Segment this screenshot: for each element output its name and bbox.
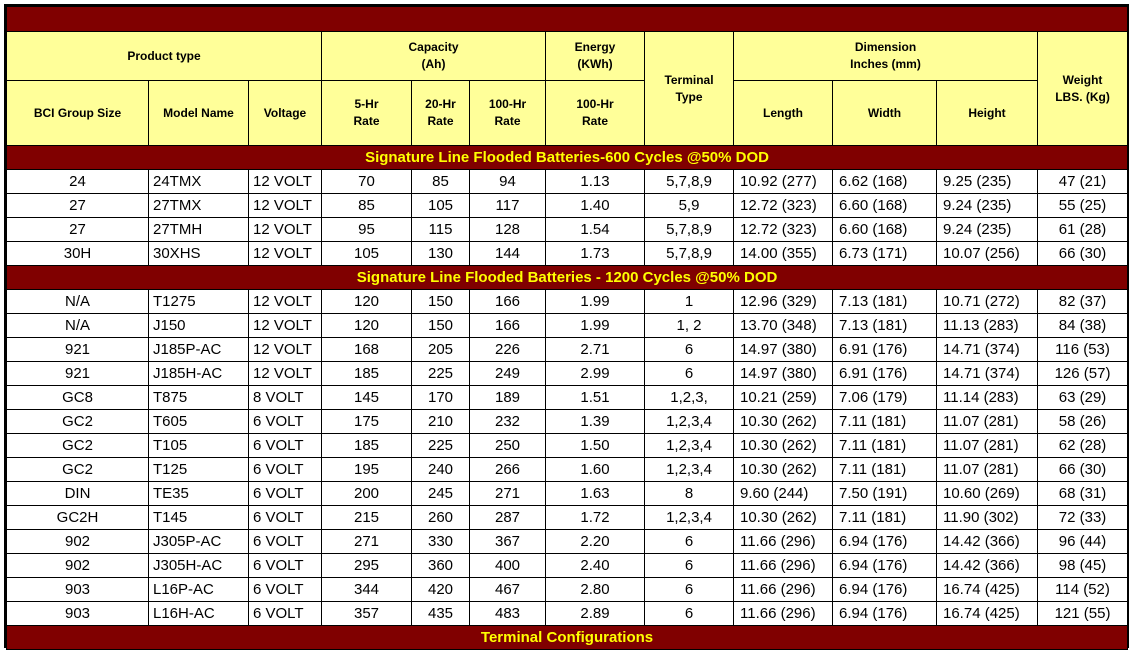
cell-model-name: J185P-AC bbox=[149, 338, 249, 362]
cell-model-name: T145 bbox=[149, 506, 249, 530]
cell-width: 6.94 (176) bbox=[833, 554, 937, 578]
cell-voltage: 12 VOLT bbox=[249, 194, 322, 218]
cell-terminal-type: 6 bbox=[645, 602, 734, 626]
section-band bbox=[7, 626, 1128, 650]
cell-model-name: L16P-AC bbox=[149, 578, 249, 602]
cell-voltage: 6 VOLT bbox=[249, 554, 322, 578]
table-row bbox=[7, 362, 1128, 386]
cell-model-name: 30XHS bbox=[149, 242, 249, 266]
cell-length: 10.30 (262) bbox=[734, 434, 833, 458]
cell-model-name: 27TMH bbox=[149, 218, 249, 242]
cell-rate-20hr: 225 bbox=[412, 362, 470, 386]
cell-width: 7.13 (181) bbox=[833, 314, 937, 338]
table-row bbox=[7, 458, 1128, 482]
cell-terminal-type: 6 bbox=[645, 362, 734, 386]
cell-length: 10.92 (277) bbox=[734, 170, 833, 194]
cell-height: 10.07 (256) bbox=[937, 242, 1038, 266]
cell-weight: 72 (33) bbox=[1038, 506, 1128, 530]
cell-height: 11.07 (281) bbox=[937, 458, 1038, 482]
cell-energy-kwh: 1.51 bbox=[546, 386, 645, 410]
cell-rate-20hr: 150 bbox=[412, 314, 470, 338]
cell-energy-kwh: 1.73 bbox=[546, 242, 645, 266]
cell-terminal-type: 5,7,8,9 bbox=[645, 170, 734, 194]
table-row bbox=[7, 386, 1128, 410]
table-row bbox=[7, 218, 1128, 242]
header-weight: Weight LBS. (Kg) bbox=[1038, 32, 1128, 146]
cell-rate-100hr: 166 bbox=[470, 314, 546, 338]
header-rate-5hr: 5-Hr Rate bbox=[322, 81, 412, 146]
cell-weight: 96 (44) bbox=[1038, 530, 1128, 554]
cell-rate-100hr: 166 bbox=[470, 290, 546, 314]
cell-width: 7.11 (181) bbox=[833, 434, 937, 458]
cell-voltage: 6 VOLT bbox=[249, 506, 322, 530]
cell-rate-100hr: 287 bbox=[470, 506, 546, 530]
cell-height: 14.71 (374) bbox=[937, 362, 1038, 386]
cell-rate-20hr: 115 bbox=[412, 218, 470, 242]
cell-height: 10.71 (272) bbox=[937, 290, 1038, 314]
cell-rate-20hr: 130 bbox=[412, 242, 470, 266]
cell-weight: 84 (38) bbox=[1038, 314, 1128, 338]
cell-weight: 55 (25) bbox=[1038, 194, 1128, 218]
cell-weight: 82 (37) bbox=[1038, 290, 1128, 314]
cell-rate-20hr: 260 bbox=[412, 506, 470, 530]
cell-rate-100hr: 144 bbox=[470, 242, 546, 266]
cell-height: 9.24 (235) bbox=[937, 194, 1038, 218]
cell-width: 6.94 (176) bbox=[833, 530, 937, 554]
cell-model-name: 24TMX bbox=[149, 170, 249, 194]
cell-rate-5hr: 195 bbox=[322, 458, 412, 482]
cell-energy-kwh: 1.72 bbox=[546, 506, 645, 530]
table-row bbox=[7, 602, 1128, 626]
cell-weight: 114 (52) bbox=[1038, 578, 1128, 602]
cell-voltage: 6 VOLT bbox=[249, 434, 322, 458]
cell-height: 11.13 (283) bbox=[937, 314, 1038, 338]
cell-rate-5hr: 95 bbox=[322, 218, 412, 242]
table-row bbox=[7, 242, 1128, 266]
cell-model-name: J305P-AC bbox=[149, 530, 249, 554]
cell-model-name: J185H-AC bbox=[149, 362, 249, 386]
cell-length: 14.97 (380) bbox=[734, 362, 833, 386]
cell-rate-5hr: 185 bbox=[322, 434, 412, 458]
cell-weight: 126 (57) bbox=[1038, 362, 1128, 386]
cell-voltage: 12 VOLT bbox=[249, 218, 322, 242]
cell-rate-20hr: 435 bbox=[412, 602, 470, 626]
section-band bbox=[7, 266, 1128, 290]
cell-energy-kwh: 1.54 bbox=[546, 218, 645, 242]
header-terminal-type: Terminal Type bbox=[645, 32, 734, 146]
cell-rate-5hr: 175 bbox=[322, 410, 412, 434]
battery-spec-table bbox=[6, 6, 1128, 650]
cell-rate-100hr: 94 bbox=[470, 170, 546, 194]
cell-width: 7.11 (181) bbox=[833, 410, 937, 434]
cell-bci-group-size: GC2 bbox=[7, 458, 149, 482]
cell-bci-group-size: 921 bbox=[7, 338, 149, 362]
header-row-2 bbox=[7, 81, 1128, 146]
cell-length: 9.60 (244) bbox=[734, 482, 833, 506]
cell-bci-group-size: GC2 bbox=[7, 410, 149, 434]
cell-weight: 66 (30) bbox=[1038, 242, 1128, 266]
cell-rate-5hr: 271 bbox=[322, 530, 412, 554]
cell-terminal-type: 6 bbox=[645, 338, 734, 362]
cell-bci-group-size: 30H bbox=[7, 242, 149, 266]
cell-height: 14.42 (366) bbox=[937, 554, 1038, 578]
cell-voltage: 6 VOLT bbox=[249, 530, 322, 554]
cell-length: 12.96 (329) bbox=[734, 290, 833, 314]
cell-rate-20hr: 85 bbox=[412, 170, 470, 194]
header-capacity: Capacity (Ah) bbox=[322, 32, 546, 81]
cell-terminal-type: 1,2,3,4 bbox=[645, 506, 734, 530]
cell-voltage: 12 VOLT bbox=[249, 338, 322, 362]
cell-bci-group-size: 902 bbox=[7, 530, 149, 554]
cell-rate-100hr: 467 bbox=[470, 578, 546, 602]
cell-rate-100hr: 400 bbox=[470, 554, 546, 578]
cell-height: 11.07 (281) bbox=[937, 434, 1038, 458]
cell-rate-5hr: 120 bbox=[322, 290, 412, 314]
cell-rate-5hr: 105 bbox=[322, 242, 412, 266]
cell-model-name: T125 bbox=[149, 458, 249, 482]
cell-rate-5hr: 200 bbox=[322, 482, 412, 506]
cell-length: 13.70 (348) bbox=[734, 314, 833, 338]
cell-model-name: T605 bbox=[149, 410, 249, 434]
cell-voltage: 12 VOLT bbox=[249, 242, 322, 266]
cell-energy-kwh: 1.99 bbox=[546, 314, 645, 338]
cell-energy-kwh: 1.60 bbox=[546, 458, 645, 482]
cell-energy-kwh: 2.80 bbox=[546, 578, 645, 602]
table-row bbox=[7, 530, 1128, 554]
cell-energy-kwh: 2.71 bbox=[546, 338, 645, 362]
cell-bci-group-size: GC2 bbox=[7, 434, 149, 458]
cell-rate-20hr: 240 bbox=[412, 458, 470, 482]
cell-energy-kwh: 1.40 bbox=[546, 194, 645, 218]
cell-height: 14.42 (366) bbox=[937, 530, 1038, 554]
cell-bci-group-size: 27 bbox=[7, 194, 149, 218]
cell-rate-100hr: 367 bbox=[470, 530, 546, 554]
cell-model-name: T105 bbox=[149, 434, 249, 458]
header-rate-100hr: 100-Hr Rate bbox=[470, 81, 546, 146]
table-row bbox=[7, 482, 1128, 506]
cell-rate-5hr: 70 bbox=[322, 170, 412, 194]
cell-voltage: 6 VOLT bbox=[249, 578, 322, 602]
cell-width: 6.60 (168) bbox=[833, 218, 937, 242]
cell-height: 11.14 (283) bbox=[937, 386, 1038, 410]
header-bci-group-size: BCI Group Size bbox=[7, 81, 149, 146]
section-band bbox=[7, 146, 1128, 170]
cell-length: 12.72 (323) bbox=[734, 194, 833, 218]
cell-rate-100hr: 266 bbox=[470, 458, 546, 482]
cell-weight: 66 (30) bbox=[1038, 458, 1128, 482]
cell-voltage: 12 VOLT bbox=[249, 290, 322, 314]
top-band bbox=[7, 7, 1128, 32]
cell-length: 10.30 (262) bbox=[734, 506, 833, 530]
cell-width: 7.50 (191) bbox=[833, 482, 937, 506]
cell-rate-100hr: 249 bbox=[470, 362, 546, 386]
header-model-name: Model Name bbox=[149, 81, 249, 146]
cell-rate-100hr: 226 bbox=[470, 338, 546, 362]
cell-terminal-type: 1, 2 bbox=[645, 314, 734, 338]
cell-rate-20hr: 360 bbox=[412, 554, 470, 578]
table-row bbox=[7, 314, 1128, 338]
cell-terminal-type: 6 bbox=[645, 578, 734, 602]
cell-bci-group-size: 903 bbox=[7, 602, 149, 626]
cell-width: 6.94 (176) bbox=[833, 578, 937, 602]
cell-voltage: 6 VOLT bbox=[249, 602, 322, 626]
cell-energy-kwh: 2.99 bbox=[546, 362, 645, 386]
table-row bbox=[7, 434, 1128, 458]
header-energy-rate-100hr: 100-Hr Rate bbox=[546, 81, 645, 146]
cell-terminal-type: 1,2,3,4 bbox=[645, 434, 734, 458]
cell-bci-group-size: 27 bbox=[7, 218, 149, 242]
table-row bbox=[7, 578, 1128, 602]
table-row bbox=[7, 410, 1128, 434]
cell-weight: 58 (26) bbox=[1038, 410, 1128, 434]
header-energy: Energy (KWh) bbox=[546, 32, 645, 81]
header-width: Width bbox=[833, 81, 937, 146]
cell-energy-kwh: 1.99 bbox=[546, 290, 645, 314]
cell-energy-kwh: 1.13 bbox=[546, 170, 645, 194]
cell-rate-5hr: 295 bbox=[322, 554, 412, 578]
cell-rate-100hr: 271 bbox=[470, 482, 546, 506]
cell-terminal-type: 1,2,3,4 bbox=[645, 458, 734, 482]
cell-energy-kwh: 2.20 bbox=[546, 530, 645, 554]
cell-width: 6.94 (176) bbox=[833, 602, 937, 626]
cell-length: 10.30 (262) bbox=[734, 458, 833, 482]
cell-rate-100hr: 250 bbox=[470, 434, 546, 458]
cell-rate-20hr: 170 bbox=[412, 386, 470, 410]
header-rate-20hr: 20-Hr Rate bbox=[412, 81, 470, 146]
cell-width: 6.62 (168) bbox=[833, 170, 937, 194]
table-row bbox=[7, 338, 1128, 362]
cell-width: 6.73 (171) bbox=[833, 242, 937, 266]
cell-height: 14.71 (374) bbox=[937, 338, 1038, 362]
cell-width: 6.60 (168) bbox=[833, 194, 937, 218]
cell-model-name: T875 bbox=[149, 386, 249, 410]
cell-bci-group-size: 24 bbox=[7, 170, 149, 194]
cell-voltage: 6 VOLT bbox=[249, 482, 322, 506]
cell-height: 16.74 (425) bbox=[937, 602, 1038, 626]
cell-rate-20hr: 105 bbox=[412, 194, 470, 218]
cell-length: 14.97 (380) bbox=[734, 338, 833, 362]
cell-energy-kwh: 2.40 bbox=[546, 554, 645, 578]
cell-terminal-type: 1,2,3, bbox=[645, 386, 734, 410]
cell-bci-group-size: 902 bbox=[7, 554, 149, 578]
cell-bci-group-size: N/A bbox=[7, 314, 149, 338]
cell-voltage: 6 VOLT bbox=[249, 410, 322, 434]
cell-weight: 47 (21) bbox=[1038, 170, 1128, 194]
cell-voltage: 8 VOLT bbox=[249, 386, 322, 410]
cell-rate-5hr: 120 bbox=[322, 314, 412, 338]
cell-rate-5hr: 85 bbox=[322, 194, 412, 218]
cell-rate-5hr: 357 bbox=[322, 602, 412, 626]
cell-voltage: 12 VOLT bbox=[249, 314, 322, 338]
cell-model-name: L16H-AC bbox=[149, 602, 249, 626]
cell-voltage: 6 VOLT bbox=[249, 458, 322, 482]
cell-rate-100hr: 483 bbox=[470, 602, 546, 626]
cell-height: 11.90 (302) bbox=[937, 506, 1038, 530]
header-row-1 bbox=[7, 32, 1128, 81]
cell-rate-5hr: 145 bbox=[322, 386, 412, 410]
cell-model-name: 27TMX bbox=[149, 194, 249, 218]
cell-length: 10.21 (259) bbox=[734, 386, 833, 410]
cell-weight: 61 (28) bbox=[1038, 218, 1128, 242]
cell-model-name: J150 bbox=[149, 314, 249, 338]
cell-bci-group-size: DIN bbox=[7, 482, 149, 506]
cell-model-name: J305H-AC bbox=[149, 554, 249, 578]
cell-length: 12.72 (323) bbox=[734, 218, 833, 242]
cell-rate-20hr: 225 bbox=[412, 434, 470, 458]
cell-voltage: 12 VOLT bbox=[249, 362, 322, 386]
cell-terminal-type: 1,2,3,4 bbox=[645, 410, 734, 434]
cell-length: 10.30 (262) bbox=[734, 410, 833, 434]
section-title: Terminal Configurations bbox=[7, 626, 1128, 650]
header-product-type: Product type bbox=[7, 32, 322, 81]
cell-height: 10.60 (269) bbox=[937, 482, 1038, 506]
cell-terminal-type: 5,7,8,9 bbox=[645, 218, 734, 242]
cell-rate-100hr: 189 bbox=[470, 386, 546, 410]
cell-rate-20hr: 210 bbox=[412, 410, 470, 434]
cell-length: 11.66 (296) bbox=[734, 554, 833, 578]
cell-rate-5hr: 215 bbox=[322, 506, 412, 530]
cell-terminal-type: 6 bbox=[645, 530, 734, 554]
cell-width: 6.91 (176) bbox=[833, 362, 937, 386]
cell-length: 11.66 (296) bbox=[734, 530, 833, 554]
cell-rate-5hr: 344 bbox=[322, 578, 412, 602]
cell-rate-5hr: 185 bbox=[322, 362, 412, 386]
cell-voltage: 12 VOLT bbox=[249, 170, 322, 194]
cell-terminal-type: 6 bbox=[645, 554, 734, 578]
header-length: Length bbox=[734, 81, 833, 146]
cell-weight: 63 (29) bbox=[1038, 386, 1128, 410]
cell-rate-100hr: 232 bbox=[470, 410, 546, 434]
cell-weight: 68 (31) bbox=[1038, 482, 1128, 506]
cell-width: 6.91 (176) bbox=[833, 338, 937, 362]
cell-bci-group-size: 921 bbox=[7, 362, 149, 386]
cell-width: 7.13 (181) bbox=[833, 290, 937, 314]
cell-length: 11.66 (296) bbox=[734, 602, 833, 626]
table-row bbox=[7, 506, 1128, 530]
cell-rate-20hr: 245 bbox=[412, 482, 470, 506]
header-voltage: Voltage bbox=[249, 81, 322, 146]
cell-width: 7.11 (181) bbox=[833, 506, 937, 530]
cell-height: 16.74 (425) bbox=[937, 578, 1038, 602]
cell-rate-20hr: 420 bbox=[412, 578, 470, 602]
cell-rate-100hr: 117 bbox=[470, 194, 546, 218]
section-title: Signature Line Flooded Batteries - 1200 Cycles @50% DOD bbox=[7, 266, 1128, 290]
cell-height: 11.07 (281) bbox=[937, 410, 1038, 434]
cell-length: 11.66 (296) bbox=[734, 578, 833, 602]
cell-bci-group-size: GC2H bbox=[7, 506, 149, 530]
cell-model-name: TE35 bbox=[149, 482, 249, 506]
cell-weight: 116 (53) bbox=[1038, 338, 1128, 362]
cell-terminal-type: 1 bbox=[645, 290, 734, 314]
cell-width: 7.11 (181) bbox=[833, 458, 937, 482]
table-row bbox=[7, 290, 1128, 314]
cell-model-name: T1275 bbox=[149, 290, 249, 314]
cell-weight: 98 (45) bbox=[1038, 554, 1128, 578]
cell-terminal-type: 5,9 bbox=[645, 194, 734, 218]
table-row bbox=[7, 554, 1128, 578]
cell-height: 9.24 (235) bbox=[937, 218, 1038, 242]
cell-rate-20hr: 330 bbox=[412, 530, 470, 554]
cell-terminal-type: 5,7,8,9 bbox=[645, 242, 734, 266]
cell-energy-kwh: 1.63 bbox=[546, 482, 645, 506]
cell-bci-group-size: N/A bbox=[7, 290, 149, 314]
header-height: Height bbox=[937, 81, 1038, 146]
battery-spec-sheet bbox=[4, 4, 1129, 648]
cell-weight: 62 (28) bbox=[1038, 434, 1128, 458]
cell-width: 7.06 (179) bbox=[833, 386, 937, 410]
cell-weight: 121 (55) bbox=[1038, 602, 1128, 626]
cell-height: 9.25 (235) bbox=[937, 170, 1038, 194]
cell-rate-100hr: 128 bbox=[470, 218, 546, 242]
cell-energy-kwh: 1.39 bbox=[546, 410, 645, 434]
cell-length: 14.00 (355) bbox=[734, 242, 833, 266]
cell-energy-kwh: 2.89 bbox=[546, 602, 645, 626]
section-title: Signature Line Flooded Batteries-600 Cycles @50% DOD bbox=[7, 146, 1128, 170]
table-row bbox=[7, 170, 1128, 194]
cell-rate-20hr: 205 bbox=[412, 338, 470, 362]
table-row bbox=[7, 194, 1128, 218]
cell-bci-group-size: GC8 bbox=[7, 386, 149, 410]
cell-rate-5hr: 168 bbox=[322, 338, 412, 362]
cell-rate-20hr: 150 bbox=[412, 290, 470, 314]
cell-bci-group-size: 903 bbox=[7, 578, 149, 602]
cell-terminal-type: 8 bbox=[645, 482, 734, 506]
header-dimension: Dimension Inches (mm) bbox=[734, 32, 1038, 81]
cell-energy-kwh: 1.50 bbox=[546, 434, 645, 458]
